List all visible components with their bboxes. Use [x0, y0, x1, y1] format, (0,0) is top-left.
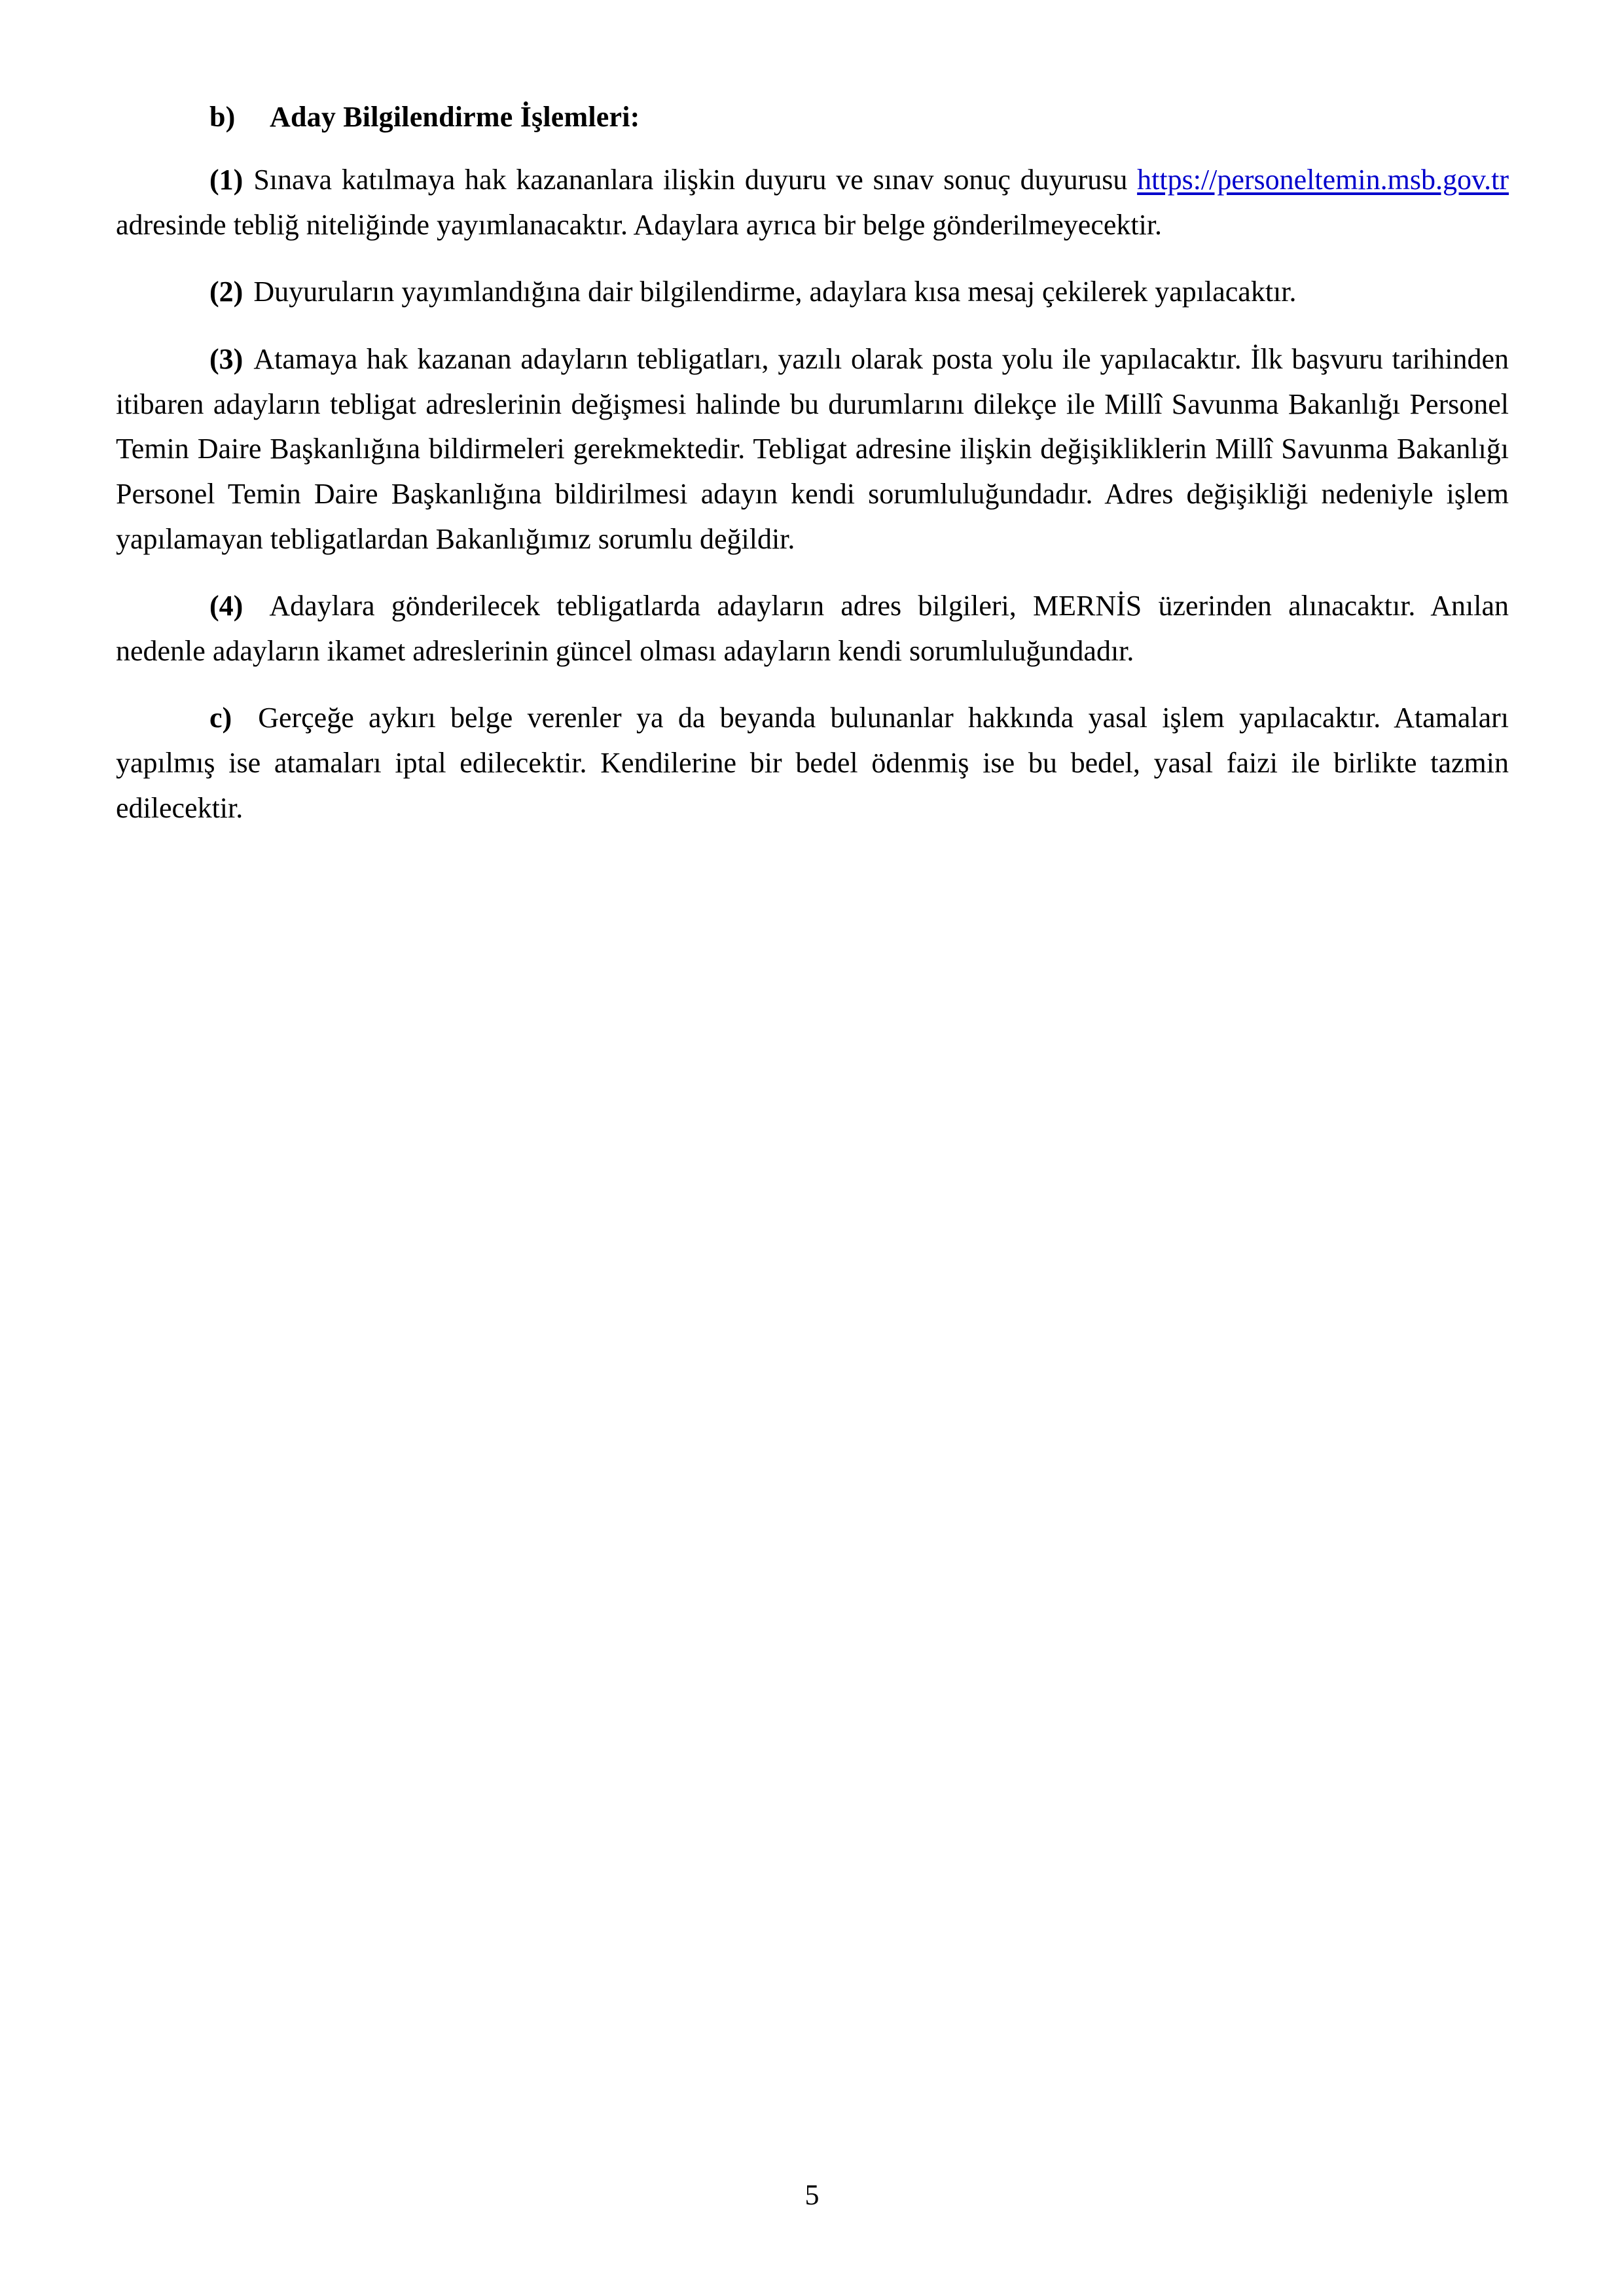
paragraph-c-marker: c)	[209, 702, 232, 734]
heading-marker: b)	[209, 101, 236, 133]
paragraph-2-marker: (2)	[209, 276, 244, 308]
document-body	[116, 98, 1509, 831]
paragraph-c-text: Gerçeğe aykırı belge verenler ya da beyanda bulunanlar hakkında yasal işlem yapılacaktır. Atamaları yapılmış ise atamaları iptal edilecektir. Kendilerine bir bedel ödenmiş ise bu bedel, yasal faizi ile birlikte tazmin edilecektir.	[116, 702, 1509, 824]
paragraph-4	[116, 584, 1509, 673]
paragraph-3-text: Atamaya hak kazanan adayların tebligatları, yazılı olarak posta yolu ile yapılacaktır. İlk başvuru tarihinden itibaren adayların tebligat adreslerinin değişmesi halinde bu durumlarını dilekçe ile Millî Savunma Bakanlığı Personel Temin Daire Başkanlığına bildirmeleri gerekmektedir. Tebligat adresine ilişkin değişikliklerin Millî Savunma Bakanlığı Personel Temin Daire Başkanlığına bildirilmesi adayın kendi sorumluluğundadır. Adres değişikliği nedeniyle işlem yapılamayan tebligatlardan Bakanlığımız sorumlu değildir.	[116, 343, 1509, 555]
paragraph-4-marker: (4)	[209, 590, 244, 622]
paragraph-1-text-after-link: adresinde tebliğ niteliğinde yayımlanacaktır. Adaylara ayrıca bir belge gönderilmeyecektir.	[116, 208, 1163, 241]
heading-text: Aday Bilgilendirme İşlemleri:	[270, 101, 640, 133]
section-heading-b	[116, 98, 1509, 135]
paragraph-c	[116, 696, 1509, 831]
paragraph-1-text-before-link: Sınava katılmaya hak kazananlara ilişkin duyuru ve sınav sonuç duyurusu	[253, 164, 1138, 196]
paragraph-1	[116, 158, 1509, 247]
paragraph-3	[116, 337, 1509, 562]
paragraph-1-marker: (1)	[209, 164, 244, 196]
page-number: 5	[804, 2179, 820, 2211]
paragraph-3-marker: (3)	[209, 343, 244, 376]
paragraph-2	[116, 270, 1509, 315]
personeltemin-link[interactable]: https://personeltemin.msb.gov.tr	[1137, 164, 1509, 196]
paragraph-2-text: Duyuruların yayımlandığına dair bilgilendirme, adaylara kısa mesaj çekilerek yapılacaktır.	[253, 276, 1297, 308]
paragraph-4-text: Adaylara gönderilecek tebligatlarda adayların adres bilgileri, MERNİS üzerinden alınacaktır. Anılan nedenle adayların ikamet adreslerinin güncel olması adayların kendi sorumluluğundadır.	[116, 590, 1509, 667]
